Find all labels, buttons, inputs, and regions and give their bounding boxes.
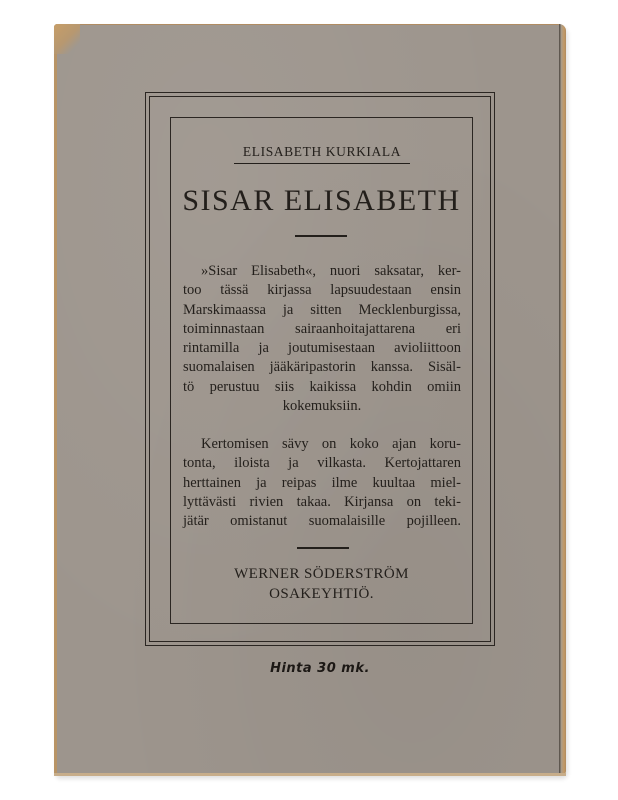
text-line: too tässä kirjassa lapsuudestaan ensin	[183, 282, 461, 299]
text-line: tö perustuu siis kaikissa kohdin omiin	[183, 378, 461, 395]
description-paragraph-2	[183, 435, 461, 531]
text-line: Marskimaassa ja sitten Mecklenburgissa,	[183, 301, 461, 318]
text-line: lyttävästi rivien takaa. Kirjansa on teki-	[183, 493, 461, 510]
text-line: tonta, iloista ja vilkasta. Kertojattaren	[183, 455, 461, 472]
book-title: SISAR ELISABETH	[182, 184, 461, 217]
text-line: toiminnastaan sairaanhoitajattarena eri	[183, 320, 461, 337]
text-line: kokemuksiin.	[282, 398, 362, 415]
text-line: Kertomisen sävy on koko ajan koru-	[201, 436, 461, 452]
text-line: rintamilla ja joutumisestaan avioliittoon	[183, 340, 461, 357]
publisher-divider	[297, 547, 349, 549]
text-line: suomalaisen jääkäripastorin kanssa. Sisäl-	[183, 359, 461, 376]
text-line: »Sisar Elisabeth«, nuori saksatar, ker-	[201, 263, 461, 279]
author-name: ELISABETH KURKIALA	[234, 144, 410, 164]
description-paragraph-1	[183, 262, 461, 416]
title-divider	[295, 235, 347, 237]
publisher	[170, 564, 473, 604]
worn-corner	[54, 24, 80, 54]
price-label: Hinta 30 mk.	[270, 661, 370, 676]
publisher-line-2: OSAKEYHTIÖ.	[269, 586, 374, 602]
cover-bottom-edge	[54, 773, 566, 776]
text-line: jätär omistanut suomalaisille pojilleen.	[183, 513, 461, 530]
publisher-line-1: WERNER SÖDERSTRÖM	[234, 566, 409, 582]
text-line: herttainen ja reipas ilme kuultaa miel-	[183, 474, 461, 491]
book-spine-edge	[559, 24, 566, 776]
cover-left-edge	[54, 24, 57, 776]
